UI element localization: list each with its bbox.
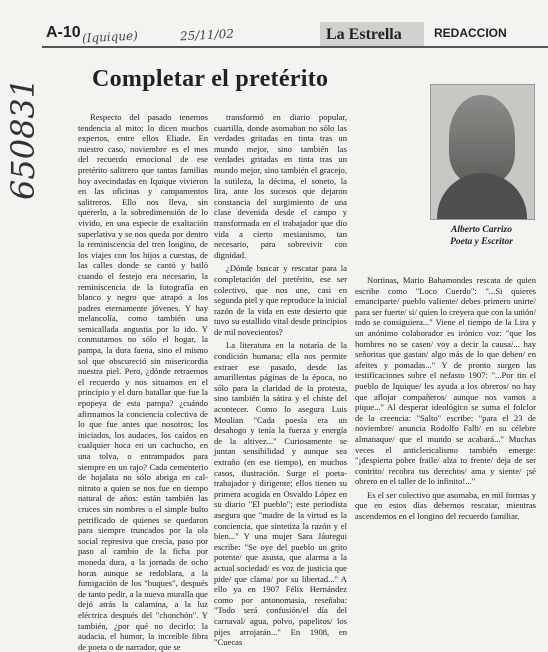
caption-role: Poeta y Escritor bbox=[450, 237, 513, 247]
article-paragraph: Respecto del pasado tenemos tendencia al mito; lo dicen muchos expertos, entre ellos Eliade. En nuestro caso, noviembre es el mes del recuerdo emocional de ese pretérito salitrero que tantas familias hoy avecindadas en Iquique vivieron en las oficinas y campamentos salitreros. Ello nos lleva, sin quererlo, a la sobredimensión de lo vivido, en una especie de exaltación superlativa y se nos queda por dentro la reminiscencia del tren longino, de los viajes con los hijos a cuestas, de las calles donde se cantó y bailó cuando el festejo era necesario, la reminiscencia de la fotografía en blanco y negro que atrapó a los padres eternamente jóvenes. Y hay melancolía, como también una semicallada angustia por lo ido. Y conmutamos no sólo el hogar, la pampa, la dura faena, sino el mismo sol que obscureció sin misericordia nuestra piel. Pero, ¿dónde retraemos el recuerdo y nos situamos en el principio y el duro batallar que fue la epopeya de esta pampa? ¿cuándo afirmamos la conciencia colectiva de lo que fue antes que nosotros; los iniciados, los audaces, los caídos en cualquier hoca en un cachucho, en una tolva, o entrampados para siempre en un rajo? Cada cementerio de hojalata no sólo abriga en cal-nitrato a quien se nos fue en tiempo natural de años: están también las cruces sin nombres o el simple bulto petrificado de quienes se quedaron para siempre truncados por la ola social represiva que crecía, paso por paso al cambio de la ficha por moneda dura, a la jornada de ocho horas aunque se redoblara, a la fumigación de los "buques", después de tanto pedir, a la nueva muralla que dejó atrás la calamina, a la luz eléctrica después del "chonchón". Y también, ¿por qué no decirlo: la audacia, el humor, la increíble fibra de poeta o de narrador, que se bbox=[78, 112, 208, 652]
article-headline: Completar el pretérito bbox=[92, 66, 329, 92]
author-head bbox=[449, 95, 515, 183]
article-paragraph: Nortinas, Mario Bahamondes rescata de quien escribe como "Loco Cuerdo": "...Si quieres emanciparte/ pueblo valiente/ debes primero unirte/ para ser fuerte/ si/ quien lo creyera que con la unión/ todo se consiguiera..." Viene el tiempo de la Lira y un anónimo colaborador es irónico voz: "que los hombres no se casen/ voy a decir la causa/... hay señoritas que gastan/ algo más de lo que deben/ en afeites y pomadas..." Y de pronto surgen las testificaciones sobre el nefasto 1907: "...Por tin el pueblo de Iquique/ les ayuda a los obreros/ no hay que aflojar compañeros/ aunque nos vamos a pique..." Al desperar ideológico se suma el folclor de la creencia: "Salto" escribe: "para el 23 de noviembre/ anuncia Rodolfo Falb/ en su célebre almanaque/ que el mundo se acabará..." Muchas veces el anticlericalismo también emerge: "¡despierta pobre fraile/ alza to frente/ deja de ser contrito/ recobra tus derechos/ ama y siente/ ¡sé obrero en el taller de lo infinito!..." bbox=[355, 275, 536, 487]
article-column-2 bbox=[214, 112, 347, 648]
author-shoulders bbox=[437, 173, 527, 219]
page-number: A-10 bbox=[46, 24, 81, 41]
header-rule bbox=[42, 46, 548, 48]
article-paragraph: ¿Dónde buscar y rescatar para la completación del pretérito, ese ser colectivo, que nos une, casi en segunda piel y que reproduce la inicial razón de la vida en este desierto que tuvo su estallido vital desde principios de mil novecientos? bbox=[214, 263, 347, 337]
article-paragraph: transformó en diario popular, cuartilla, donde asomaban no sólo las verdades gritadas en tinta tras un mundo mejor, sino también las verdades gritadas en tinta tras un mundo mejor, sino también el gracejo, la sutileza, la décima, el soneto, la lira, ante los sucesos que dejaron constancia del surgimiento de una clase devenida desde el campo y transformada en el trabajador que dio vida a cierto mesianismo, tan necesario, para sobrevivir con dignidad. bbox=[214, 112, 347, 260]
author-photo bbox=[430, 84, 535, 220]
caption-name: Alberto Carrizo bbox=[451, 225, 512, 235]
article-column-1 bbox=[78, 112, 208, 652]
handwritten-date: 25/11/02 bbox=[179, 26, 235, 44]
masthead: La Estrella bbox=[326, 26, 402, 43]
handwritten-place: (Iquique) bbox=[81, 28, 139, 46]
article-column-3 bbox=[355, 275, 536, 522]
section-label: REDACCION bbox=[434, 26, 507, 40]
handwritten-archive-number: 650831 bbox=[4, 77, 42, 200]
article-paragraph: La literatura en la notaría de la condición humana; ella nos permite extraer ese pasado, desde las amarillentas páginas de la época, no sólo para la claridad de la protesta, sino también la sátira y el chiste del acontecer. Como lo asegura Luis Moulian "Cada poesía era un desahogo y tenía la fuerza y energía de la altivez..." Curiosamente se juntan sensibilidad y aunque sea extraño (en ese tiempo), en muchos casos, ilustración. Surge el poeta-trabajador y dirigente; ellos tienen su primera acogida en Osvaldo López en su diario "El pueblo"; este periodista asegura que "madre de la virtud es la conciencia, que sintetiza la razón y el bien..." Y una mujer Sara Jáuregui escribe: "Se oye del pueblo un grito potente/ que asusta, que alarma a la actual sociedad/ es voz de justicia que pide/ que clama/ por su libertad..." A ello ya en 1907 Félix Hernández como por antonomasia, reseñaba: "Todo será confusión/el día del carnaval/ agua, polvo, papelitos/ los pijes arrojarán..." En 1908, en "Cuecas bbox=[214, 340, 347, 648]
photo-caption bbox=[430, 224, 533, 248]
article-paragraph: Es el ser colectivo que asomaba, en mil formas y que en estos días debemos rescatar, mientras ascendemos en el longino del recuerdo familiar. bbox=[355, 489, 536, 522]
